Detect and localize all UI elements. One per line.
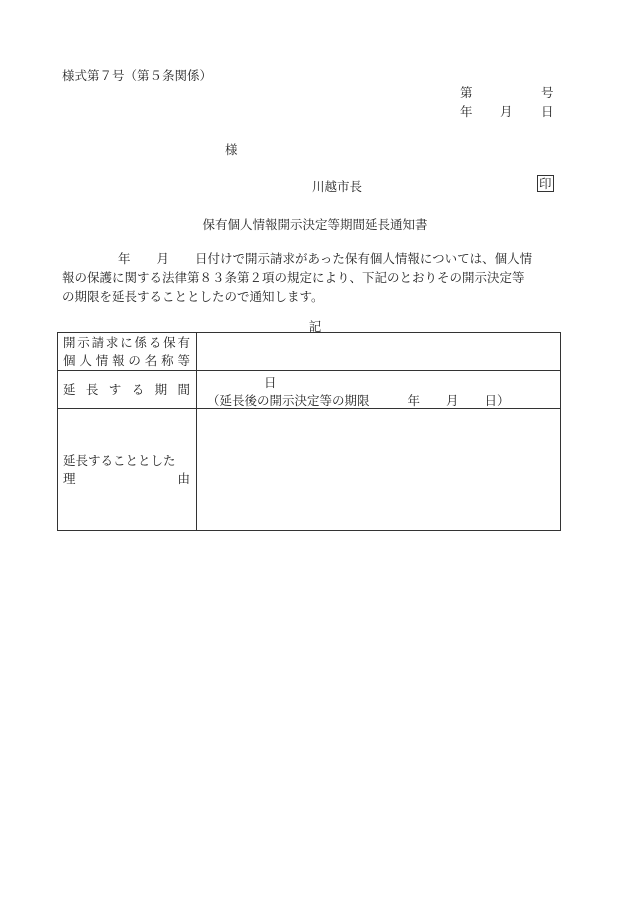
issue-date-year: 年 [460, 104, 473, 119]
body-line1-text: 日付けで開示請求があった保有個人情報については、個人情 [195, 251, 533, 266]
reason-label-line2: 理由 [63, 470, 190, 486]
reason-label-line1: 延長することとした [63, 452, 176, 468]
row-extension-period [58, 371, 561, 409]
extension-period-label-text: 延長する期間 [63, 381, 190, 397]
body-month: 月 [156, 251, 170, 266]
requested-info-value[interactable] [197, 333, 561, 371]
seal-mark: 印 [539, 176, 552, 191]
extended-deadline [207, 391, 510, 409]
deadline-prefix: （延長後の開示決定等の期限 [207, 393, 370, 408]
body-line-3: の期限を延長することとしたので通知します。 [62, 289, 324, 304]
body-year: 年 [118, 251, 131, 266]
details-table [57, 332, 561, 531]
document-number-suffix: 号 [541, 85, 554, 100]
row-requested-info [58, 333, 561, 371]
document-number-label: 第 [460, 85, 473, 100]
issuer-name: 川越市長 [312, 179, 363, 194]
ki-heading: 記 [308, 319, 322, 334]
requested-info-label-line1: 開示請求に係る保有 [63, 334, 190, 350]
document-title: 保有個人情報開示決定等期間延長通知書 [202, 217, 428, 232]
requested-info-label [58, 333, 197, 371]
extension-days-unit: 日 [264, 375, 277, 390]
reason-value[interactable] [197, 409, 561, 531]
notice-body [62, 249, 562, 306]
requested-info-label-line2: 個人情報の名称等 [63, 352, 190, 368]
deadline-day: 日） [484, 393, 510, 408]
deadline-month: 月 [446, 393, 459, 408]
extension-period-value[interactable] [197, 371, 561, 409]
form-number: 様式第７号（第５条関係） [62, 68, 213, 83]
body-line-1 [62, 249, 562, 268]
body-line-2: 報の保護に関する法律第８３条第２項の規定により、下記のとおりその開示決定等 [62, 270, 525, 285]
deadline-year: 年 [407, 393, 421, 408]
row-reason [58, 409, 561, 531]
issue-date-day: 日 [541, 104, 554, 119]
issue-date-month: 月 [500, 104, 513, 119]
reason-label [58, 409, 197, 531]
extension-period-label [58, 371, 197, 409]
addressee-honorific: 様 [225, 142, 238, 157]
